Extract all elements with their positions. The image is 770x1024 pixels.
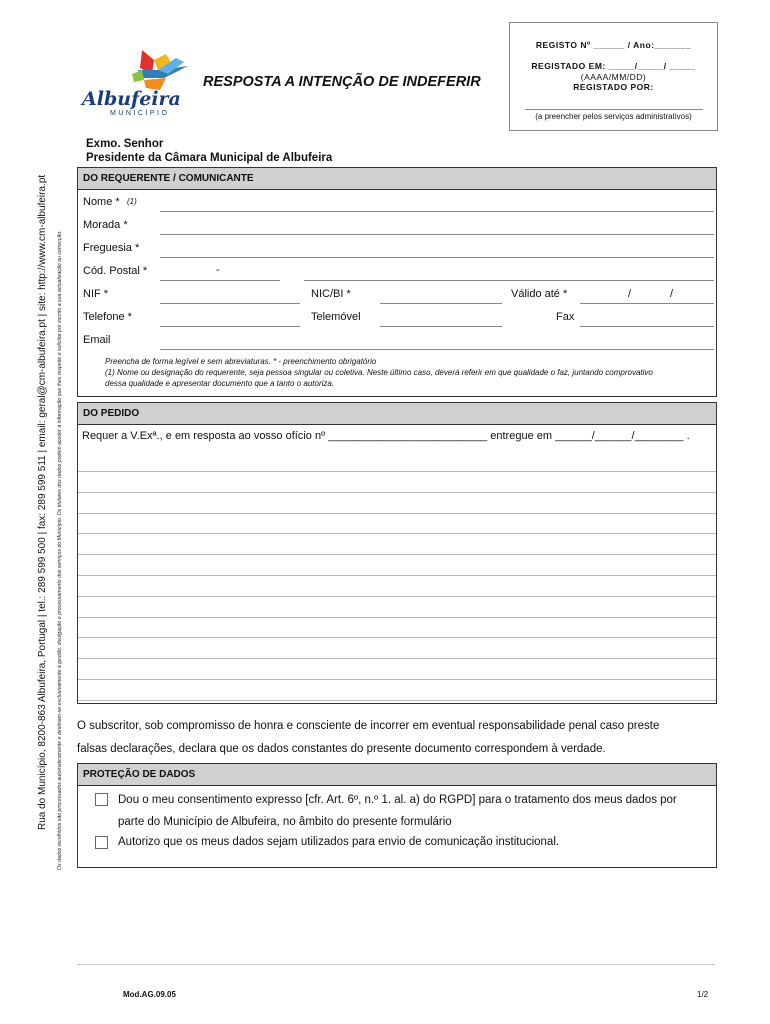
logo-subtitle: MUNICÍPIO xyxy=(110,110,170,117)
nome-ref: (1) xyxy=(127,197,137,206)
requerente-note-1: Preencha de forma legível e sem abreviaturas. * - preenchimento obrigatório xyxy=(105,357,377,366)
nif-label: NIF * xyxy=(83,288,109,300)
cod-postal-field-2[interactable] xyxy=(304,280,714,281)
nome-label: Nome * xyxy=(83,196,120,208)
fax-label: Fax xyxy=(556,311,575,323)
side-contact-text: Rua do Município, 8200-863 Albufeira, Portugal | tel.: 289 599 500 | fax: 289 599 511 | email: geral@cm-albufeira.pt | site: http://www.cm-albufeira.pt xyxy=(37,174,48,830)
requerente-section xyxy=(77,167,717,397)
nic-field[interactable] xyxy=(380,303,502,304)
page-title: RESPOSTA A INTENÇÃO DE INDEFERIR xyxy=(203,74,481,90)
valido-label: Válido até * xyxy=(511,288,568,300)
email-label: Email xyxy=(83,334,111,346)
telefone-field[interactable] xyxy=(160,326,300,327)
declaration-line-1: O subscritor, sob compromisso de honra e consciente de incorrer em eventual responsabilidade penal caso preste xyxy=(77,720,660,732)
side-privacy-text: Os dados recolhidos são processados automaticamente e destinam-se exclusivamente à gestão, divulgação e processamento dos serviços do Município. Os titulares dos dados podem aceder à informação que lhes respeite e solicitar por escrito a sua actualização ou correcção. xyxy=(57,230,63,870)
telemovel-label: Telemóvel xyxy=(311,311,361,323)
telefone-label: Telefone * xyxy=(83,311,132,323)
cod-postal-dash: - xyxy=(216,264,220,276)
pedido-ruled-line[interactable] xyxy=(78,554,716,555)
requerente-header: DO REQUERENTE / COMUNICANTE xyxy=(78,168,716,190)
page-number: 1/2 xyxy=(697,990,709,999)
fax-field[interactable] xyxy=(580,326,714,327)
registry-date: REGISTADO EM: _____/_____/ _____ xyxy=(531,61,696,71)
morada-label: Morada * xyxy=(83,219,128,231)
nif-field[interactable] xyxy=(160,303,300,304)
nome-field[interactable] xyxy=(160,211,714,212)
valido-field[interactable] xyxy=(580,303,714,304)
addressee-title: Exmo. Senhor xyxy=(86,138,164,150)
albufeira-logo xyxy=(80,44,200,124)
protecao-header: PROTEÇÃO DE DADOS xyxy=(78,764,716,786)
telemovel-field[interactable] xyxy=(380,326,502,327)
pedido-ruled-line[interactable] xyxy=(78,575,716,576)
consent-communication: Autorizo que os meus dados sejam utilizados para envio de comunicação institucional. xyxy=(118,836,560,848)
pedido-ruled-line[interactable] xyxy=(78,637,716,638)
cod-postal-field-1[interactable] xyxy=(160,280,280,281)
registry-date-format: (AAAA/MM/DD) xyxy=(580,72,647,82)
freguesia-label: Freguesia * xyxy=(83,242,140,254)
nic-label: NIC/BI * xyxy=(311,288,351,300)
pedido-header: DO PEDIDO xyxy=(78,403,716,425)
registry-by: REGISTADO POR: xyxy=(573,82,654,92)
addressee-name: Presidente da Câmara Municipal de Albufeira xyxy=(86,152,333,164)
pedido-ruled-line[interactable] xyxy=(78,471,716,472)
pedido-ruled-line[interactable] xyxy=(78,513,716,514)
morada-field[interactable] xyxy=(160,234,714,235)
pedido-ruled-line[interactable] xyxy=(78,679,716,680)
pedido-ruled-line[interactable] xyxy=(78,617,716,618)
pedido-ruled-line[interactable] xyxy=(78,700,716,701)
pedido-section xyxy=(77,402,717,704)
consent-checkbox-communication[interactable] xyxy=(95,836,108,849)
registry-box xyxy=(509,22,718,131)
protecao-section xyxy=(77,763,717,868)
cod-postal-label: Cód. Postal * xyxy=(83,265,148,277)
date-separator-2: / xyxy=(670,288,674,300)
form-code: Mod.AG.09.05 xyxy=(123,990,176,999)
consent-rgpd-line-2: parte do Município de Albufeira, no âmbito do presente formulário xyxy=(118,816,452,828)
footer-divider xyxy=(77,964,715,965)
logo-name: Albufeira xyxy=(82,88,181,110)
freguesia-field[interactable] xyxy=(160,257,714,258)
consent-checkbox-rgpd[interactable] xyxy=(95,793,108,806)
pedido-ruled-line[interactable] xyxy=(78,658,716,659)
registry-number: REGISTO Nº ______ / Ano:_______ xyxy=(535,40,692,50)
requerente-note-2: (1) Nome ou designação do requerente, seja pessoa singular ou coletiva. Neste último caso, deverá referir em que qualidade o faz, juntando comprovativo xyxy=(105,368,653,377)
date-separator-1: / xyxy=(628,288,632,300)
pedido-text: Requer a V.Exª., e em resposta ao vosso ofício nº __________________________ entregue em ______/______/________ . xyxy=(82,430,690,442)
requerente-note-3: dessa qualidade e apresentar documento que a tanto o autoriza. xyxy=(105,379,335,388)
declaration-line-2: falsas declarações, declara que os dados constantes do presente documento correspondem à verdade. xyxy=(77,743,606,755)
consent-rgpd-line-1: Dou o meu consentimento expresso [cfr. Art. 6º, n.º 1. al. a) do RGPD] para o tratamento dos meus dados por xyxy=(118,794,677,806)
pedido-ruled-line[interactable] xyxy=(78,596,716,597)
pedido-ruled-line[interactable] xyxy=(78,533,716,534)
email-field[interactable] xyxy=(160,349,714,350)
pedido-ruled-line[interactable] xyxy=(78,492,716,493)
registry-note: (a preencher pelos serviços administrativos) xyxy=(535,112,692,121)
